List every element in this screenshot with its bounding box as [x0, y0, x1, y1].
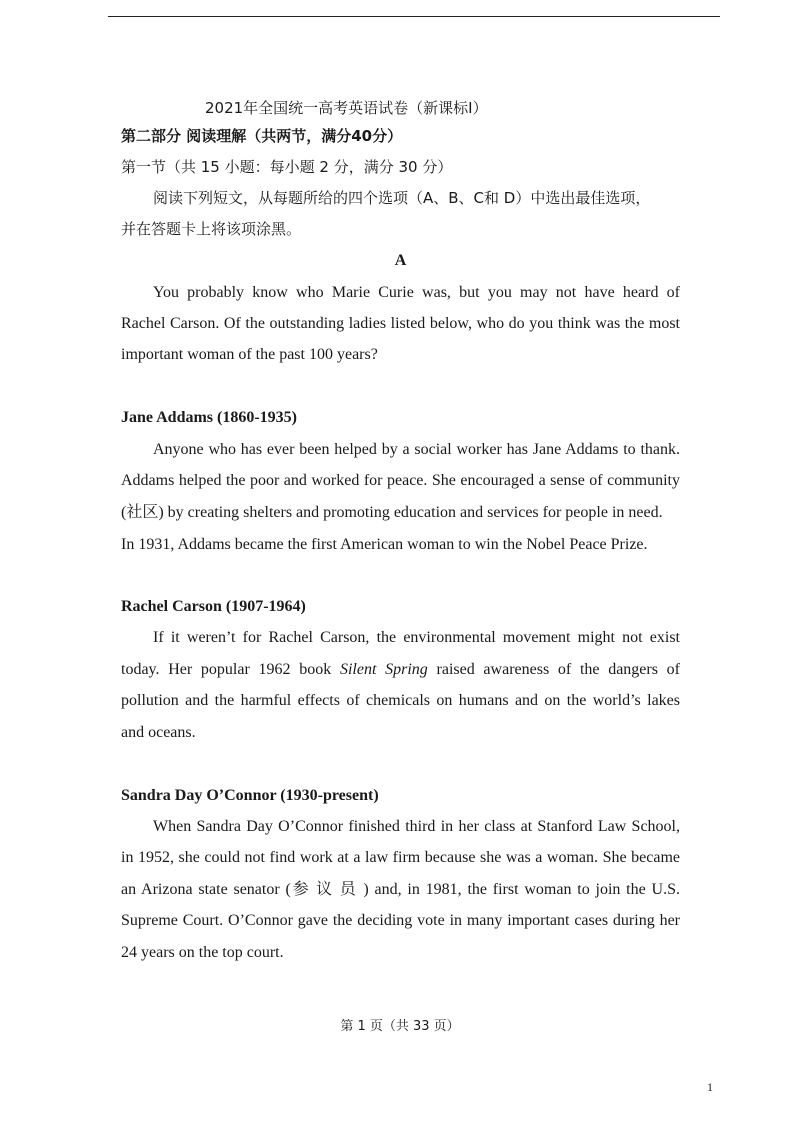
section-heading-oconnor: Sandra Day O’Connor (1930-present) — [121, 787, 379, 804]
section-heading-addams: Jane Addams (1860-1935) — [121, 409, 298, 426]
section-title: 第一节（共 15 小题：每小题 2 分，满分 30 分） — [121, 158, 453, 176]
addams-line-3: (社区) by creating shelters and promoting education and services for people in need. — [121, 504, 663, 521]
oconnor-line-4: Supreme Court. O’Connor gave the deciding vote in many important cases during her — [121, 912, 680, 929]
oconnor-line-3: an Arizona state senator (参 议 员 ) and, in 1981, the first woman to join the U.S. — [121, 881, 680, 898]
addams-line-2: Addams helped the poor and worked for peace. She encouraged a sense of community — [121, 472, 680, 489]
addams-line-4: In 1931, Addams became the first American woman to win the Nobel Peace Prize. — [121, 536, 648, 553]
section-heading-carson: Rachel Carson (1907-1964) — [121, 598, 306, 615]
exam-title: 2021年全国统一高考英语试卷（新课标Ⅰ） — [205, 99, 488, 117]
intro-line-1: You probably know who Marie Curie was, but you may not have heard of — [153, 284, 680, 301]
page-footer: 第 1 页（共 33 页） — [340, 1019, 460, 1034]
page-number: 1 — [707, 1080, 713, 1094]
instructions-line-1: 阅读下列短文，从每题所给的四个选项（A、B、C和 D）中选出最佳选项， — [153, 189, 651, 207]
carson-line-2-end: raised awareness of the dangers of — [427, 661, 681, 678]
carson-line-4: and oceans. — [121, 724, 196, 741]
instructions-line-2: 并在答题卡上将该项涂黑。 — [121, 220, 302, 238]
oconnor-line-2: in 1952, she could not find work at a law firm because she was a woman. She became — [121, 849, 680, 866]
passage-label: A — [394, 252, 407, 269]
carson-line-3: pollution and the harmful effects of chemicals on humans and on the world’s lakes — [121, 692, 680, 709]
top-rule — [108, 16, 720, 17]
oconnor-line-5: 24 years on the top court. — [121, 944, 284, 961]
carson-line-2-start: today. Her popular 1962 book — [121, 661, 340, 678]
intro-line-3: important woman of the past 100 years? — [121, 346, 378, 363]
part-title: 第二部分 阅读理解（共两节，满分40分） — [121, 127, 403, 145]
carson-line-1: If it weren’t for Rachel Carson, the environmental movement might not exist — [153, 629, 680, 646]
intro-line-2: Rachel Carson. Of the outstanding ladies listed below, who do you think was the most — [121, 315, 680, 332]
book-title: Silent Spring — [339, 661, 428, 678]
oconnor-line-1: When Sandra Day O’Connor finished third in her class at Stanford Law School, — [153, 818, 680, 835]
addams-line-1: Anyone who has ever been helped by a social worker has Jane Addams to thank. — [153, 441, 680, 458]
carson-line-2 — [121, 660, 680, 680]
